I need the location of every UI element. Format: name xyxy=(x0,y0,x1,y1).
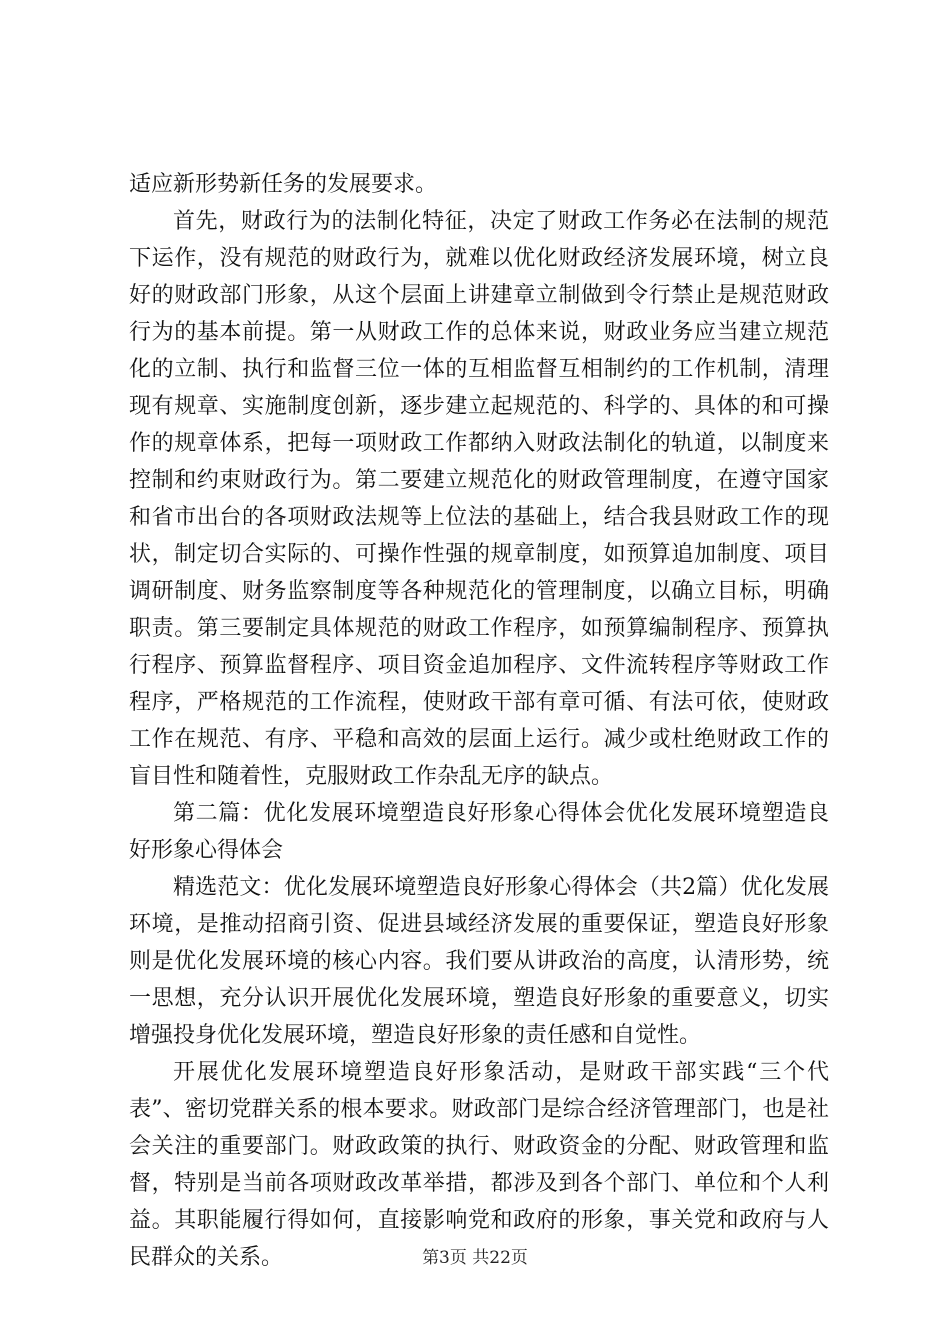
section-heading-part-two: 第二篇：优化发展环境塑造良好形象心得体会优化发展环境塑造良好形象心得体会 xyxy=(129,801,829,863)
paragraph-activity: 开展优化发展环境塑造良好形象活动，是财政干部实践“三个代表”、密切党群关系的根本要求。财政部门是综合经济管理部门，也是社会关注的重要部门。财政政策的执行、财政资金的分配、财政管理和监督，特别是当前各项财政改革举措，都涉及到各个部门、单位和个人利益。其职能履行得如何，直接影响党和政府的形象，事关党和政府与人民群众的关系。 xyxy=(129,1060,829,1270)
paragraph-selected-essay: 精选范文：优化发展环境塑造良好形象心得体会（共2篇）优化发展环境，是推动招商引资、促进县域经济发展的重要保证，塑造良好形象则是优化发展环境的核心内容。我们要从讲政治的高度，认清形势，统一思想，充分认识开展优化发展环境，塑造良好形象的重要意义，切实增强投身优化发展环境，塑造良好形象的责任感和自觉性。 xyxy=(129,875,829,1048)
page-number-footer: 第3页 共22页 xyxy=(422,1248,528,1268)
paragraph-standardization: 首先，财政行为的法制化特征，决定了财政工作务必在法制的规范下运作，没有规范的财政行为，就难以优化财政经济发展环境，树立良好的财政部门形象，从这个层面上讲建章立制做到令行禁止是规范财政行为的基本前提。第一从财政工作的总体来说，财政业务应当建立规范化的立制、执行和监督三位一体的互相监督互相制约的工作机制，清理现有规章、实施制度创新，逐步建立起规范的、科学的、具体的和可操作的规章体系，把每一项财政工作都纳入财政法制化的轨道，以制度来控制和约束财政行为。第二要建立规范化的财政管理制度，在遵守国家和省市出台的各项财政法规等上位法的基础上，结合我县财政工作的现状，制定切合实际的、可操作性强的规章制度，如预算追加制度、项目调研制度、财务监察制度等各种规范化的管理制度，以确立目标，明确职责。第三要制定具体规范的财政工作程序，如预算编制程序、预算执行程序、预算监督程序、项目资金追加程序、文件流转程序等财政工作程序，严格规范的工作流程，使财政干部有章可循、有法可依，使财政工作在规范、有序、平稳和高效的层面上运行。减少或杜绝财政工作的盲目性和随着性，克服财政工作杂乱无序的缺点。 xyxy=(129,209,829,789)
paragraph-continuation: 适应新形势新任务的发展要求。 xyxy=(129,172,438,197)
document-body xyxy=(129,166,829,1276)
